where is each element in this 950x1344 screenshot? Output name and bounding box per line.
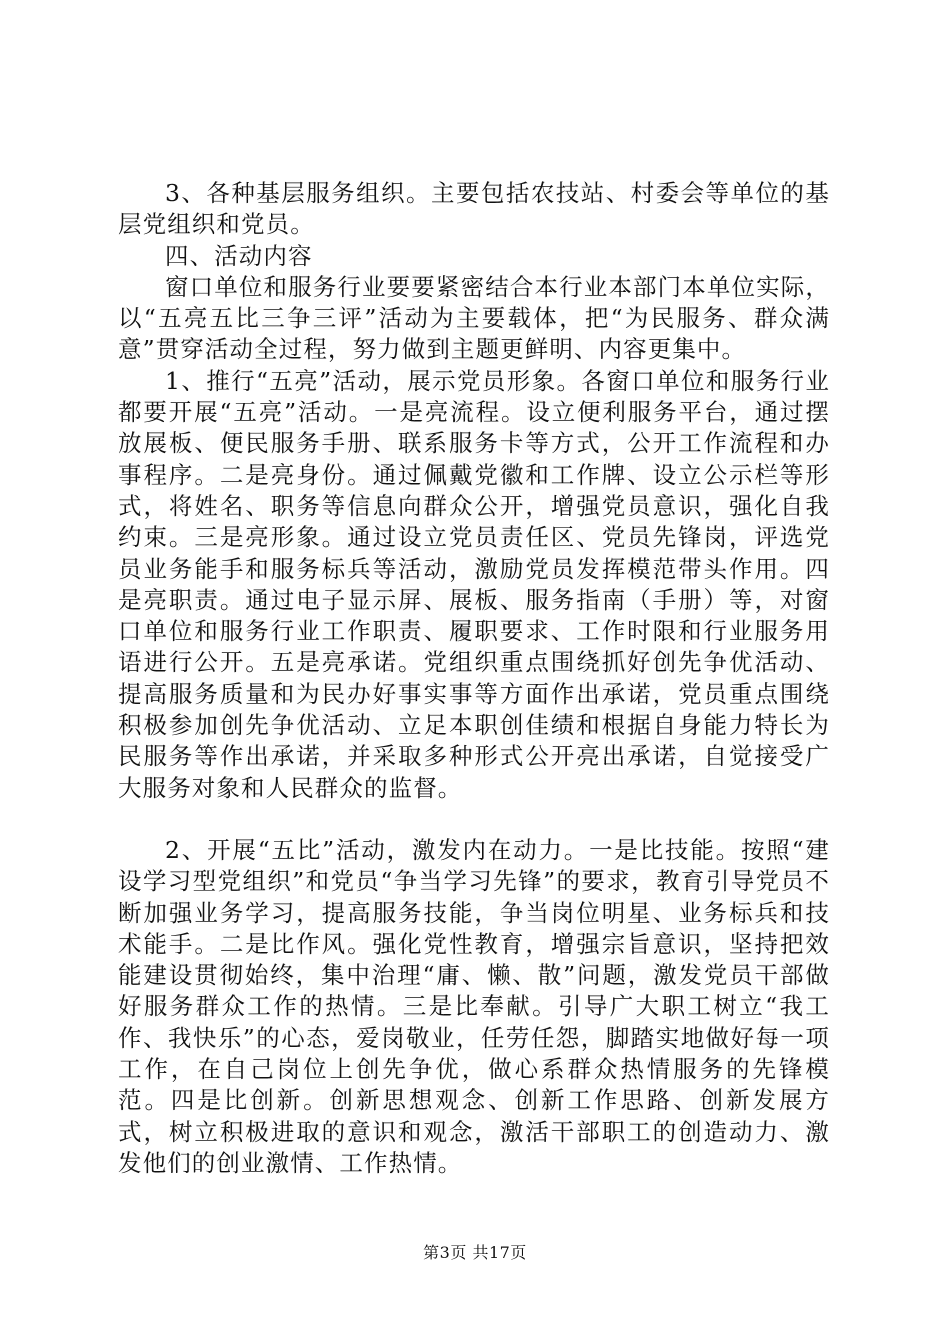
page-footer: 第3页 共17页 — [423, 1243, 527, 1262]
paragraph-activity-intro: 窗口单位和服务行业要要紧密结合本行业本部门本单位实际，以“五亮五比三争三评”活动为主要载体，把“为民服务、群众满意”贯穿活动全过程，努力做到主题更鲜明、内容更集中。 — [118, 272, 830, 364]
paragraph-five-liang: 1、推行“五亮”活动，展示党员形象。各窗口单位和服务行业都要开展“五亮”活动。一是亮流程。设立便利服务平台，通过摆放展板、便民服务手册、联系服务卡等方式，公开工作流程和办事程序。二是亮身份。通过佩戴党徽和工作牌、设立公示栏等形式，将姓名、职务等信息向群众公开，增强党员意识，强化自我约束。三是亮形象。通过设立党员责任区、党员先锋岗，评选党员业务能手和服务标兵等活动，激励党员发挥模范带头作用。四是亮职责。通过电子显示屏、展板、服务指南（手册）等，对窗口单位和服务行业工作职责、履职要求、工作时限和行业服务用语进行公开。五是亮承诺。党组织重点围绕抓好创先争优活动、提高服务质量和为民办好事实事等方面作出承诺，党员重点围绕积极参加创先争优活动、立足本职创佳绩和根据自身能力特长为民服务等作出承诺，并采取多种形式公开亮出承诺，自觉接受广大服务对象和人民群众的监督。 — [118, 366, 830, 802]
section-heading-activity-content: 四、活动内容 — [165, 241, 313, 270]
paragraph-gap — [118, 804, 830, 835]
document-body — [118, 178, 830, 1179]
paragraph-grassroots-organizations: 3、各种基层服务组织。主要包括农技站、村委会等单位的基层党组织和党员。 — [118, 179, 830, 239]
paragraph-five-bi: 2、开展“五比”活动，激发内在动力。一是比技能。按照“建设学习型党组织”和党员“争当学习先锋”的要求，教育引导党员不断加强业务学习，提高服务技能，争当岗位明星、业务标兵和技术能手。二是比作风。强化党性教育，增强宗旨意识，坚持把效能建设贯彻始终，集中治理“庸、懒、散”问题，激发党员干部做好服务群众工作的热情。三是比奉献。引导广大职工树立“我工作、我快乐”的心态，爱岗敬业，任劳任怨，脚踏实地做好每一项工作，在自己岗位上创先争优，做心系群众热情服务的先锋模范。四是比创新。创新思想观念、创新工作思路、创新发展方式，树立积极进取的意识和观念，激活干部职工的创造动力、激发他们的创业激情、工作热情。 — [118, 835, 830, 1177]
